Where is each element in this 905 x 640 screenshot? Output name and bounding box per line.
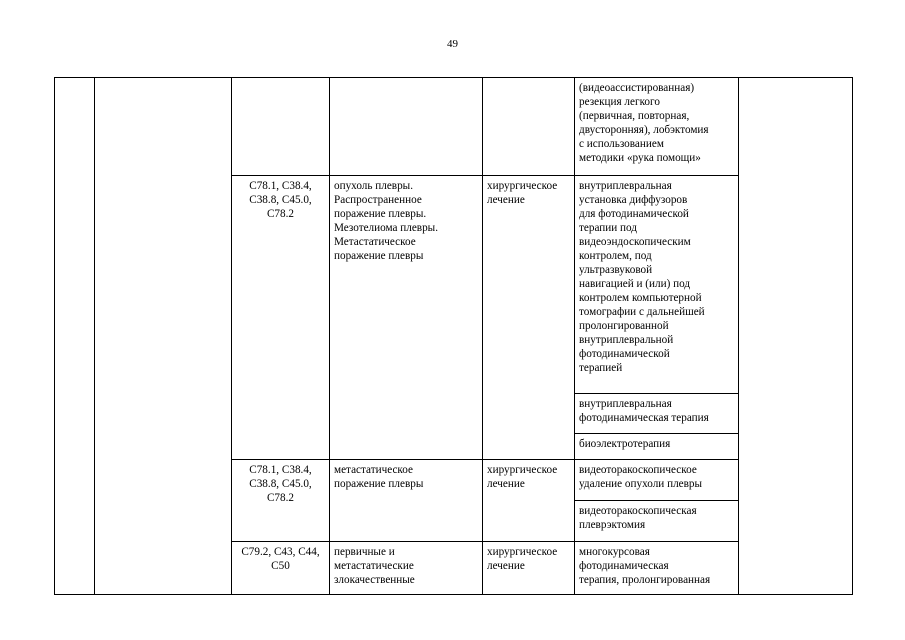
method-cell: (видеоассистированная) резекция легкого (первичная, повторная, двусторонняя), лобэктомия с использованием методики «рука помощи» — [575, 78, 739, 176]
treatment-type-cell: хирургическое лечение — [483, 176, 575, 460]
col-profile-cell — [95, 78, 232, 595]
icd-codes-cell: C78.1, C38.4, C38.8, C45.0, C78.2 — [232, 460, 330, 542]
method-cell: биоэлектротерапия — [575, 434, 739, 460]
method-cell: видеоторакоскопическая плеврэктомия — [575, 501, 739, 542]
treatment-type-cell: хирургическое лечение — [483, 542, 575, 595]
condition-cell: первичные и метастатические злокачественные — [330, 542, 483, 595]
condition-cell — [330, 78, 483, 176]
condition-cell: метастатическое поражение плевры — [330, 460, 483, 542]
method-cell: многокурсовая фотодинамическая терапия, пролонгированная — [575, 542, 739, 595]
col-index-cell — [55, 78, 95, 595]
method-cell: внутриплевральная фотодинамическая терапия — [575, 394, 739, 434]
col-cost-cell — [739, 78, 853, 595]
page-number: 49 — [447, 38, 458, 50]
icd-codes-cell — [232, 78, 330, 176]
condition-cell: опухоль плевры. Распространенное поражение плевры. Мезотелиома плевры. Метастатическое поражение плевры — [330, 176, 483, 460]
treatment-table — [54, 77, 853, 595]
method-cell: внутриплевральная установка диффузоров для фотодинамической терапии под видеоэндоскопическим контролем, под ультразвуковой навигацией и (или) под контролем компьютерной томографии с дальнейшей пролонгированной внутриплевральной фотодинамической терапией — [575, 176, 739, 394]
treatment-type-cell — [483, 78, 575, 176]
icd-codes-cell: C78.1, C38.4, C38.8, C45.0, C78.2 — [232, 176, 330, 460]
table-row — [55, 78, 853, 176]
icd-codes-cell: C79.2, C43, C44, C50 — [232, 542, 330, 595]
method-cell: видеоторакоскопическое удаление опухоли плевры — [575, 460, 739, 501]
treatment-type-cell: хирургическое лечение — [483, 460, 575, 542]
